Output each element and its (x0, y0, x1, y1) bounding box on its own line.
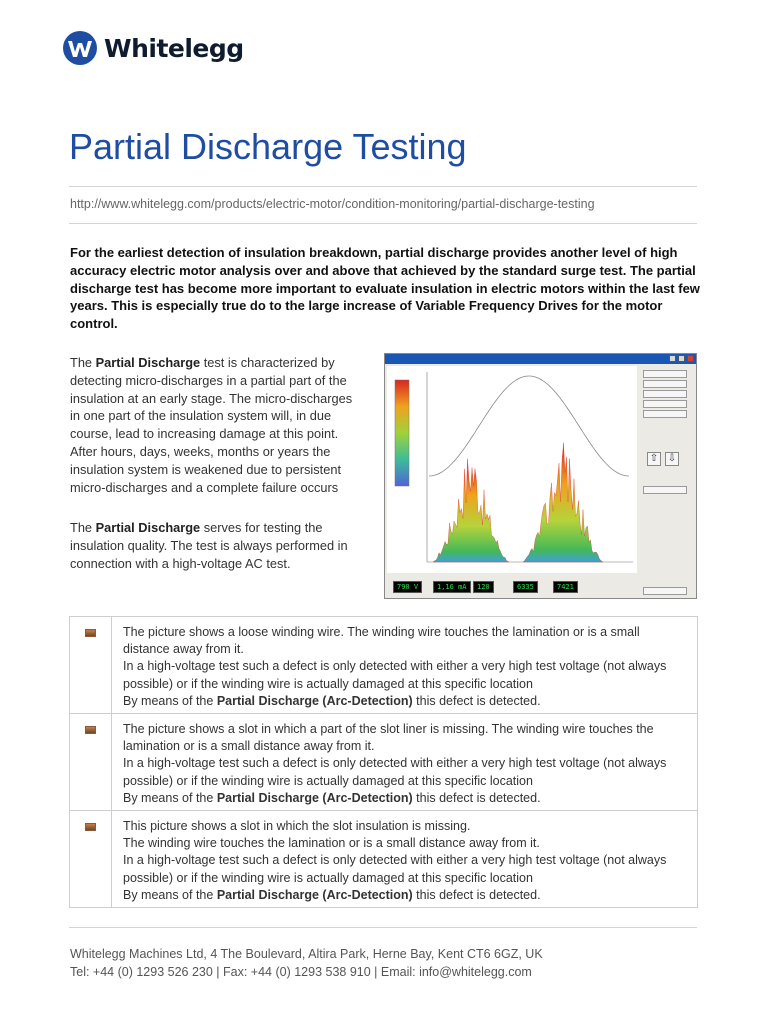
text-span: this defect is detected. (412, 887, 541, 902)
thumbnail-cell (70, 811, 112, 908)
text-span: By means of the (123, 693, 217, 708)
readout (553, 575, 578, 593)
detection-line (123, 887, 689, 904)
whitelegg-logo-icon (62, 30, 98, 66)
brand-logo[interactable] (62, 29, 244, 67)
description-cell (112, 617, 698, 714)
table-row (70, 714, 698, 811)
page-url[interactable]: http://www.whitelegg.com/products/electric-motor/condition-monitoring/partial-discharge-testing (70, 197, 595, 211)
text-span: this defect is detected. (412, 693, 541, 708)
text-span: test is characterized by detecting micro-discharges in a partial part of the insulation at an early stage. The micro-discharges in one part of the insulation system will, in due course, lead to increasing damage at this point. After hours, days, weeks, months or years the insulation system is weakened due to persistent micro-discharges and a complete failure occurs (70, 355, 353, 495)
text-line: In a high-voltage test such a defect is only detected with either a very high test voltage (not always possible) or if the winding wire is actually damaged at this specific location (123, 853, 667, 885)
readout-value: 6335 (513, 581, 538, 593)
footer-address: Whitelegg Machines Ltd, 4 The Boulevard, Altira Park, Herne Bay, Kent CT6 6GZ, UK (70, 947, 543, 961)
text-line: This picture shows a slot in which the slot insulation is missing. (123, 819, 471, 834)
minimize-icon (669, 355, 676, 362)
readout-value: 790 V (393, 581, 422, 593)
panel-button (643, 400, 687, 408)
panel-button (643, 390, 687, 398)
control-panel (639, 366, 695, 594)
description-cell (112, 714, 698, 811)
usage-paragraph (70, 519, 370, 572)
missing-slot-insulation-thumbnail-icon (85, 823, 96, 831)
divider (69, 223, 697, 224)
text-line: The picture shows a loose winding wire. The winding wire touches the lamination or is a small distance away from it. (123, 625, 640, 657)
table-row (70, 811, 698, 908)
panel-button (643, 380, 687, 388)
divider (69, 186, 697, 187)
detection-line (123, 790, 689, 807)
bold-term: Partial Discharge (Arc-Detection) (216, 887, 413, 902)
text-span: By means of the (123, 887, 217, 902)
software-screenshot (384, 353, 697, 599)
text-line: The winding wire touches the lamination or is a small distance away from it. (123, 836, 540, 851)
text-span: The (70, 520, 96, 535)
readout (473, 575, 494, 593)
intro-paragraph: For the earliest detection of insulation breakdown, partial discharge provides another level of high accuracy electric motor analysis over and above that achieved by the standard surge test. The partial discharge test has become more important to evaluate insulation in electric motors within the last few years. This is especially true do to the large increase of Variable Frequency Drives for the motor control. (70, 245, 700, 332)
bold-term: Partial Discharge (95, 520, 201, 535)
defects-table (69, 616, 698, 908)
close-icon (687, 355, 694, 362)
readout-value: 120 (473, 581, 494, 593)
footer (70, 946, 543, 981)
readout (433, 575, 471, 593)
divider (69, 927, 697, 928)
text-span: this defect is detected. (412, 790, 541, 805)
loose-winding-wire-thumbnail-icon (85, 629, 96, 637)
text-span: The (70, 355, 96, 370)
text-span: serves for testing the insulation quality. The test is always performed in connection with a high-voltage AC test. (70, 520, 348, 571)
discharge-plot-svg (387, 366, 637, 573)
panel-button (643, 587, 687, 595)
table-row (70, 617, 698, 714)
panel-button (643, 486, 687, 494)
bold-term: Partial Discharge (Arc-Detection) (216, 693, 413, 708)
readout-bar (387, 575, 637, 597)
readout-value: 1,16 mA (433, 581, 471, 593)
panel-button (643, 410, 687, 418)
bold-term: Partial Discharge (Arc-Detection) (216, 790, 413, 805)
description-cell (112, 811, 698, 908)
maximize-icon (678, 355, 685, 362)
color-scale-legend (395, 380, 409, 486)
readout (393, 575, 422, 593)
missing-slot-liner-thumbnail-icon (85, 726, 96, 734)
arrow-down-icon: ⇩ (665, 452, 679, 466)
text-line: The picture shows a slot in which a part of the slot liner is missing. The winding wire touches the lamination or is a small distance away from it. (123, 722, 654, 754)
page-title: Partial Discharge Testing (69, 126, 467, 167)
arrow-up-icon: ⇧ (647, 452, 661, 466)
readout (513, 575, 538, 593)
detection-line (123, 693, 689, 710)
text-span: By means of the (123, 790, 217, 805)
thumbnail-cell (70, 617, 112, 714)
thumbnail-cell (70, 714, 112, 811)
discharge-plot (387, 366, 637, 573)
text-line: In a high-voltage test such a defect is only detected with either a very high test voltage (not always possible) or if the winding wire is actually damaged at this specific location (123, 756, 667, 788)
text-line: In a high-voltage test such a defect is only detected with either a very high test voltage (not always possible) or if the winding wire is actually damaged at this specific location (123, 659, 667, 691)
bold-term: Partial Discharge (95, 355, 201, 370)
window-title-bar (385, 354, 696, 364)
ok-button (643, 370, 687, 378)
footer-contact: Tel: +44 (0) 1293 526 230 | Fax: +44 (0) 1293 538 910 | Email: info@whitelegg.com (70, 964, 532, 979)
brand-name: Whitelegg (104, 33, 244, 63)
readout-value: 7421 (553, 581, 578, 593)
description-paragraph (70, 354, 360, 496)
